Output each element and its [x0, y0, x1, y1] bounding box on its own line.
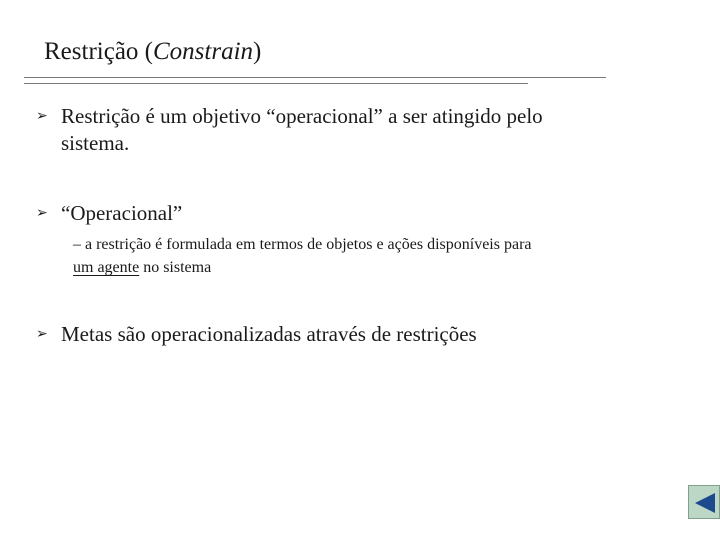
- title-text: Restrição (: [44, 38, 153, 65]
- bullet-1-line-2: sistema.: [61, 131, 130, 155]
- title-rule-top: [24, 77, 606, 78]
- bullet-arrow-icon: ➢: [36, 326, 48, 342]
- bullet-1-text: [61, 103, 661, 157]
- bullet-arrow-icon: ➢: [36, 205, 48, 221]
- sub-bullet-underlined: um agente: [73, 259, 140, 276]
- bullet-2-text: “Operacional”: [61, 201, 183, 225]
- title-italic: Constrain: [152, 38, 254, 65]
- bullet-arrow-icon: ➢: [36, 108, 48, 124]
- title-close: ): [253, 38, 262, 65]
- sub-bullet-line-1: – a restrição é formulada em termos de objetos e ações disponíveis para: [73, 236, 532, 253]
- sub-bullet: [73, 233, 673, 279]
- bullet-3-text: Metas são operacionalizadas através de restrições: [61, 322, 477, 346]
- sub-bullet-rest: no sistema: [139, 259, 212, 276]
- previous-slide-button[interactable]: [688, 485, 720, 519]
- slide-title: [44, 36, 261, 68]
- bullet-1-line-1: Restrição é um objetivo “operacional” a ser atingido pelo: [61, 104, 543, 128]
- title-rule-bottom: [24, 83, 528, 84]
- left-arrow-icon: [694, 492, 716, 514]
